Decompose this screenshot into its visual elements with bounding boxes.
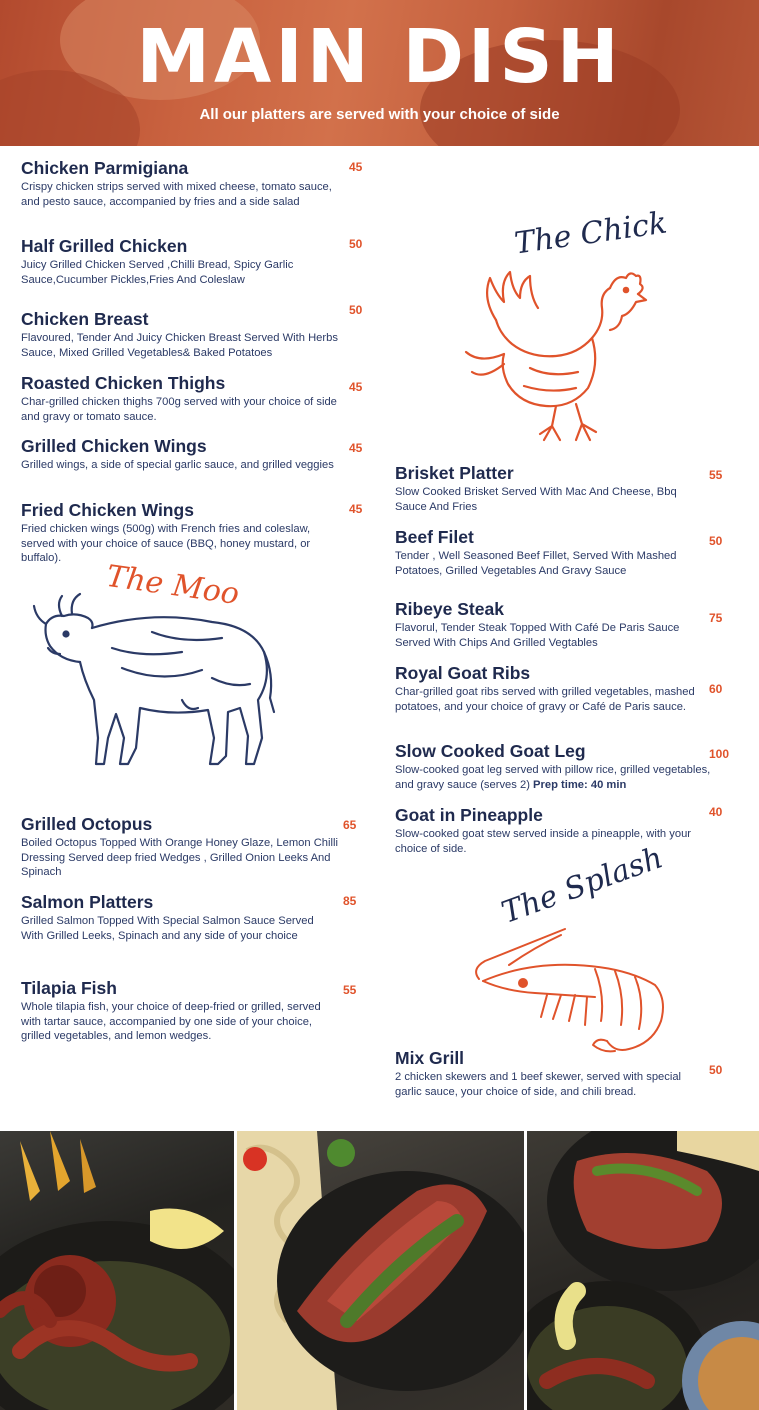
item-description: Grilled wings, a side of special garlic sauce, and grilled veggies — [21, 459, 334, 471]
item-name: Salmon Platters — [21, 892, 154, 912]
item-description: Flavorul, Tender Steak Topped With Café De Paris Sauce Served With Chips And Grilled Vegtables — [395, 622, 680, 649]
item-description: Grilled Salmon Topped With Special Salmon Sauce Served With Grilled Leeks, Spinach and any side of your choice — [21, 915, 314, 942]
menu-item — [21, 436, 339, 473]
item-name: Goat in Pineapple — [395, 805, 543, 825]
item-description: Boiled Octopus Topped With Orange Honey Glaze, Lemon Chilli Dressing Served deep fried Wedges , Grilled Onion Leeks And Spinach — [21, 837, 338, 878]
menu-item — [395, 741, 713, 792]
item-price: 50 — [709, 534, 723, 548]
item-description: Char-grilled goat ribs served with grilled vegetables, mashed potatoes, and your choice of gravy or Café de Paris sauce. — [395, 686, 695, 713]
item-name: Tilapia Fish — [21, 978, 117, 998]
item-name: Mix Grill — [395, 1048, 465, 1068]
item-price: 45 — [349, 160, 363, 174]
item-description: Char-grilled chicken thighs 700g served with your choice of side and gravy or tomato sauce. — [21, 396, 337, 423]
item-name: Royal Goat Ribs — [395, 663, 531, 683]
steak-and-octopus-photo — [527, 1131, 759, 1410]
header-banner — [0, 0, 759, 146]
item-name: Ribeye Steak — [395, 599, 504, 619]
item-description: Slow-cooked goat stew served inside a pineapple, with your choice of side. — [395, 828, 692, 855]
menu-item — [21, 373, 339, 424]
item-price: 50 — [709, 1063, 723, 1077]
item-description: Juicy Grilled Chicken Served ,Chilli Bread, Spicy Garlic Sauce,Cucumber Pickles,Fries And Coleslaw — [21, 259, 294, 286]
section-title-moo: The Moo — [104, 558, 242, 613]
cow-illustration — [32, 588, 277, 780]
menu-item — [395, 663, 695, 714]
section-title-splash: The Splash — [497, 840, 668, 931]
item-description: Fried chicken wings (500g) with French fries and coleslaw, served with your choice of sauce (BBQ, honey mustard, or buffalo). — [21, 523, 311, 564]
item-name: Brisket Platter — [395, 463, 514, 483]
menu-item — [395, 1048, 695, 1099]
sliced-steak-photo — [237, 1131, 524, 1410]
menu-item — [21, 500, 339, 566]
item-description-text: Slow-cooked goat leg served with pillow rice, grilled vegetables, and gravy sauce (serves 2) — [395, 764, 711, 791]
menu-item — [395, 527, 695, 578]
item-price: 75 — [709, 611, 723, 625]
octopus-dish-image — [0, 1131, 234, 1410]
item-description: Crispy chicken strips served with mixed cheese, tomato sauce, and pesto sauce, accompanied by fries and a side salad — [21, 181, 332, 208]
prep-time: Prep time: 40 min — [533, 778, 627, 791]
menu-item — [21, 814, 339, 880]
item-name: Beef Filet — [395, 527, 474, 547]
page-title: MAIN DISH — [136, 14, 623, 100]
item-price: 55 — [343, 983, 357, 997]
item-description: Whole tilapia fish, your choice of deep-fried or grilled, served with tartar sauce, accompanied by one side of your choice, grilled vegetables, and lemon wedges. — [21, 1001, 321, 1042]
steak-dish-image — [237, 1131, 524, 1410]
grilled-octopus-photo — [0, 1131, 234, 1410]
shrimp-illustration — [465, 925, 670, 1055]
item-price: 40 — [709, 805, 723, 819]
item-name: Half Grilled Chicken — [21, 236, 188, 256]
item-name: Slow Cooked Goat Leg — [395, 741, 586, 761]
item-name: Chicken Parmigiana — [21, 158, 189, 178]
item-price: 55 — [709, 468, 723, 482]
item-description — [395, 763, 713, 792]
section-title-chick: The Chick — [512, 205, 670, 262]
item-name: Grilled Octopus — [21, 814, 153, 834]
item-price: 100 — [709, 747, 730, 761]
item-price: 50 — [349, 303, 363, 317]
menu-item — [395, 463, 695, 514]
menu-item — [21, 309, 339, 360]
item-description: 2 chicken skewers and 1 beef skewer, served with special garlic sauce, your choice of side, and chili bread. — [395, 1071, 682, 1098]
page-subtitle: All our platters are served with your choice of side — [199, 106, 560, 123]
item-name: Fried Chicken Wings — [21, 500, 194, 520]
menu-item — [395, 599, 695, 650]
menu-item — [21, 978, 339, 1044]
item-description: Tender , Well Seasoned Beef Fillet, Served With Mashed Potatoes, Grilled Vegetables And Gravy Sauce — [395, 550, 677, 577]
item-price: 45 — [349, 441, 363, 455]
item-description: Slow Cooked Brisket Served With Mac And Cheese, Bbq Sauce And Fries — [395, 486, 677, 513]
item-name: Roasted Chicken Thighs — [21, 373, 226, 393]
menu-item — [21, 236, 339, 287]
rooster-illustration — [460, 268, 650, 448]
item-price: 85 — [343, 894, 357, 908]
mixed-dish-image — [527, 1131, 759, 1410]
item-price: 45 — [349, 502, 363, 516]
item-price: 65 — [343, 818, 357, 832]
item-price: 60 — [709, 682, 723, 696]
item-price: 45 — [349, 380, 363, 394]
item-description: Flavoured, Tender And Juicy Chicken Breast Served With Herbs Sauce, Mixed Grilled Vegetables& Baked Potatoes — [21, 332, 338, 359]
item-price: 50 — [349, 237, 363, 251]
item-name: Chicken Breast — [21, 309, 149, 329]
menu-item — [21, 158, 339, 209]
item-name: Grilled Chicken Wings — [21, 436, 207, 456]
menu-item — [21, 892, 339, 943]
